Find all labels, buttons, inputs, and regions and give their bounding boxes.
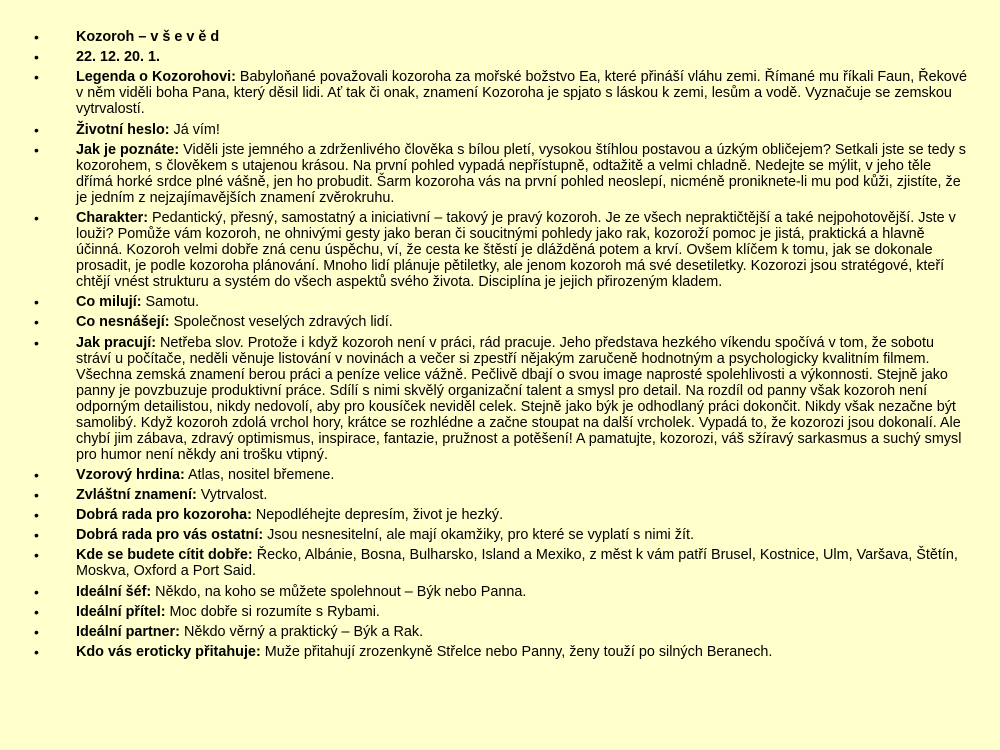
bullet-icon: •: [34, 141, 39, 158]
item-text: Atlas, nositel břemene.: [184, 466, 335, 483]
bullet-icon: •: [34, 29, 39, 45]
list-item: [34, 210, 970, 290]
list-item: [34, 467, 970, 483]
bullet-icon: •: [34, 547, 39, 564]
item-text: Řecko, Albánie, Bosna, Bulharsko, Island a Mexiko, z měst k vám patří Brusel, Kostnice, Ulm, Varšava, Štětín, Moskva, Oxford a Port Said.: [76, 547, 958, 580]
item-text: Muže přitahují zrozenkyně Střelce nebo Panny, ženy touží po silných Beranech.: [260, 644, 773, 661]
list-item: [34, 604, 970, 620]
list-item: [34, 527, 970, 543]
item-text: Babyloňané považovali kozoroha za mořské božstvo Ea, které přináší vláhu zemi. Římané mu říkali Faun, Řekové v něm viděli boha Pana, který děsil lidi. Ať tak či onak, znamení Kozoroha je spjato s láskou k zemi, lesům a vodě. Vyznačuje se zemskou vytrvalostí.: [76, 69, 967, 118]
item-text: Já vím!: [169, 121, 220, 138]
bullet-icon: •: [34, 486, 39, 503]
bullet-icon: •: [34, 334, 39, 351]
list-item: [34, 49, 970, 65]
item-label: Jak je poznáte:: [76, 141, 180, 158]
bullet-icon: •: [34, 49, 39, 66]
bullet-icon: •: [34, 121, 39, 138]
list-item: [34, 294, 970, 310]
list-item: [34, 584, 970, 600]
bullet-icon: •: [34, 583, 39, 600]
item-text: Samotu.: [141, 294, 200, 311]
item-label: Kozoroh – v š e v ě d: [76, 29, 220, 45]
bullet-icon: •: [34, 466, 39, 483]
list-item: [34, 335, 970, 463]
item-text: Moc dobře si rozumíte s Rybami.: [165, 603, 380, 620]
bullet-icon: •: [34, 69, 39, 86]
list-item: [34, 69, 970, 117]
item-label: Kdo vás eroticky přitahuje:: [76, 644, 261, 661]
list-item: [34, 547, 970, 579]
item-text: Nepodléhejte depresím, život je hezký.: [251, 507, 504, 524]
item-text: Pedantický, přesný, samostatný a iniciativní – takový je pravý kozoroh. Je ze všech nepraktičtější a také nejpohotovější. Jste v louži? Pomůže vám kozoroh, ne ohnivými gesty jako beran či soucitnými pohledy jako rak, kozoroží pomoc je jistá, praktická a hlavně účinná. Kozoroh velmi dobře zná cenu úspěchu, ví, že cesta ke štěstí je dlážděná potem a krví. Ovšem klíčem k tomu, jak se dokonale prosadit, je podle kozoroha plánování. Mnoho lidí plánuje pětiletky, ale jenom kozoroh má své desetiletky. Kozorozi jsou stratégové, kteří chtějí vnést strukturu a systém do všech aspektů svého života. Disciplína je jejich přirozeným kladem.: [76, 209, 956, 290]
item-label: Ideální šéf:: [76, 583, 152, 600]
list-item: [34, 644, 970, 660]
item-text: Jsou nesnesitelní, ale mají okamžiky, pro které se vyplatí s nimi žít.: [263, 527, 694, 544]
list-item: [34, 29, 970, 45]
item-label: Co nesnášejí:: [76, 314, 170, 331]
bullet-icon: •: [34, 294, 39, 311]
item-text: Společnost veselých zdravých lidí.: [169, 314, 393, 331]
bullet-icon: •: [34, 603, 39, 620]
list-item: [34, 624, 970, 640]
list-item: [34, 487, 970, 503]
item-label: Charakter:: [76, 209, 148, 226]
bullet-icon: •: [34, 527, 39, 544]
item-label: Dobrá rada pro kozoroha:: [76, 507, 252, 524]
item-label: Dobrá rada pro vás ostatní:: [76, 527, 264, 544]
list-item: [34, 122, 970, 138]
item-label: Kde se budete cítit dobře:: [76, 547, 253, 564]
item-label: Ideální přítel:: [76, 603, 166, 620]
item-label: Zvláštní znamení:: [76, 486, 197, 503]
list-item: [34, 314, 970, 330]
item-text: Netřeba slov. Protože i když kozoroh není v práci, rád pracuje. Jeho představa hezkého víkendu spočívá v tom, že sobotu stráví u počítače, neděli věnuje listování v novinách a večer si zpestří nějakým zaručeně hodnotným a psychologicky kvalitním filmem. Všechna zemská znamení berou práci a peníze velice vážně. Pečlivě dbají o svou image naprosté spolehlivosti a výkonnosti. Stejně jako panny je povzbuzuje produktivní práce. Sdílí s nimi skvělý organizační talent a smysl pro detail. Na rozdíl od panny však kozoroh není odporným detailistou, nikdy nedovolí, aby pro kousíček neviděl celek. Stejně jako býk je odhodlaný práci dokončit. Nikdy však nezačne být samolibý. Když kozoroh zdolá vrchol hory, krátce se rozhlédne a začne stoupat na další vrcholek. Vypadá to, že kozorozi jsou dokonalí. Ale chybí jim zábava, zdravý optimismus, inspirace, fantazie, pružnost a potěšení! A pamatujte, kozorozi, váš sžíravý sarkasmus a suchý smysl pro humor není někdy ani trošku vtipný.: [76, 334, 962, 463]
bullet-icon: •: [34, 314, 39, 331]
item-label: Legenda o Kozorohovi:: [76, 69, 236, 86]
item-label: Co milují:: [76, 294, 142, 311]
bullet-icon: •: [34, 624, 39, 640]
bullet-icon: •: [34, 644, 39, 661]
item-label: Jak pracují:: [76, 334, 156, 351]
item-label: Životní heslo:: [76, 121, 170, 138]
item-text: Vytrvalost.: [196, 486, 268, 503]
item-label: 22. 12. 20. 1.: [76, 49, 161, 66]
bullet-icon: •: [34, 507, 39, 524]
item-text: Viděli jste jemného a zdrženlivého člověka s bílou pletí, vysokou štíhlou postavou a úzkým obličejem? Setkali jste se tedy s kozorohem, s člověkem s utajenou krásou. Na první pohled vypadá nepřístupně, odtažitě a velmi chladně. Nedejte se mýlit, v jeho těle dřímá horké srdce plné vášně, jen ho probudit. Šarm kozoroha vás na první pohled neoslepí, nicméně proniknete-li mu pod kůži, zjistíte, že je jedním z nejzajímavějších znamení zvěrokruhu.: [76, 141, 967, 206]
bullet-list: [34, 29, 970, 660]
item-text: Někdo věrný a praktický – Býk a Rak.: [179, 624, 424, 640]
bullet-icon: •: [34, 209, 39, 226]
item-label: Vzorový hrdina:: [76, 466, 185, 483]
list-item: [34, 142, 970, 206]
list-item: [34, 507, 970, 523]
item-label: Ideální partner:: [76, 624, 180, 640]
item-text: Někdo, na koho se můžete spolehnout – Býk nebo Panna.: [151, 583, 527, 600]
